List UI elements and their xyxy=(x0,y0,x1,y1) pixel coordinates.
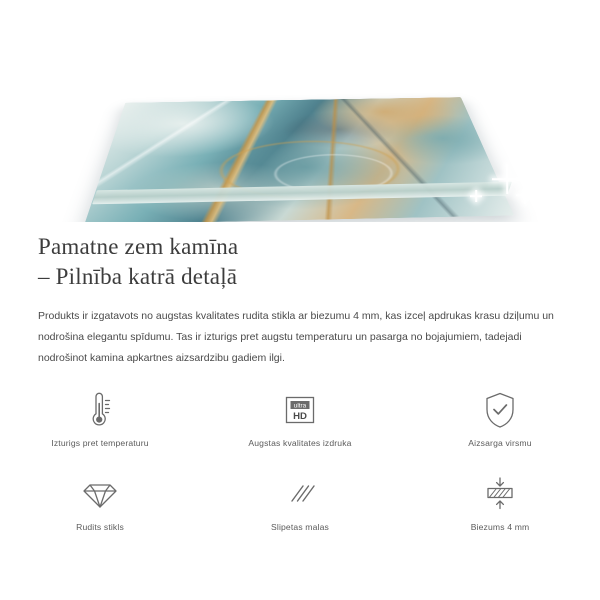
text-content xyxy=(0,222,600,369)
svg-text:HD: HD xyxy=(293,411,307,422)
polished-edges-icon xyxy=(280,472,320,516)
headline-line-2: – Pilnība katrā detaļā xyxy=(38,264,238,289)
headline-line-1: Pamatne zem kamīna xyxy=(38,234,239,259)
feature-label: Rudits stikls xyxy=(76,522,124,532)
description-paragraph: Produkts ir izgatavots no augstas kvalitates rudita stikla ar biezumu 4 mm, kas izceļ apdrukas krasu dziļumu un nodrošina elegantu spīdumu. Tas ir izturigs pret augstu temperaturu un pasarga no bojajumiem, tadejadi nodrošinot kamina apkartnes aizsardzibu gadiem ilgi. xyxy=(38,310,554,364)
page-title xyxy=(0,222,600,292)
feature-label: Izturigs pret temperaturu xyxy=(51,438,149,448)
marble-artwork xyxy=(84,97,514,222)
feature-label: Aizsarga virsmu xyxy=(468,438,532,448)
sparkle-icon xyxy=(516,186,534,204)
feature-label: Biezums 4 mm xyxy=(470,522,530,532)
diamond-icon xyxy=(80,472,120,516)
hero-image xyxy=(0,0,600,222)
thermometer-icon xyxy=(83,388,117,432)
shield-check-icon xyxy=(481,388,519,432)
feature-grid xyxy=(0,384,600,546)
glass-panel-artwork xyxy=(84,97,514,222)
feature-item-print-quality xyxy=(200,384,400,462)
thickness-arrows-icon xyxy=(480,472,520,516)
feature-item-tempered-glass xyxy=(0,468,200,546)
svg-text:ultra: ultra xyxy=(293,402,307,410)
ultra-hd-icon xyxy=(280,388,320,432)
feature-item-polished-edges xyxy=(200,468,400,546)
feature-item-temperature xyxy=(0,384,200,462)
feature-item-thickness xyxy=(400,468,600,546)
feature-item-surface-protection xyxy=(400,384,600,462)
feature-label: Augstas kvalitates izdruka xyxy=(248,438,352,448)
feature-label: Slipetas malas xyxy=(271,522,329,532)
